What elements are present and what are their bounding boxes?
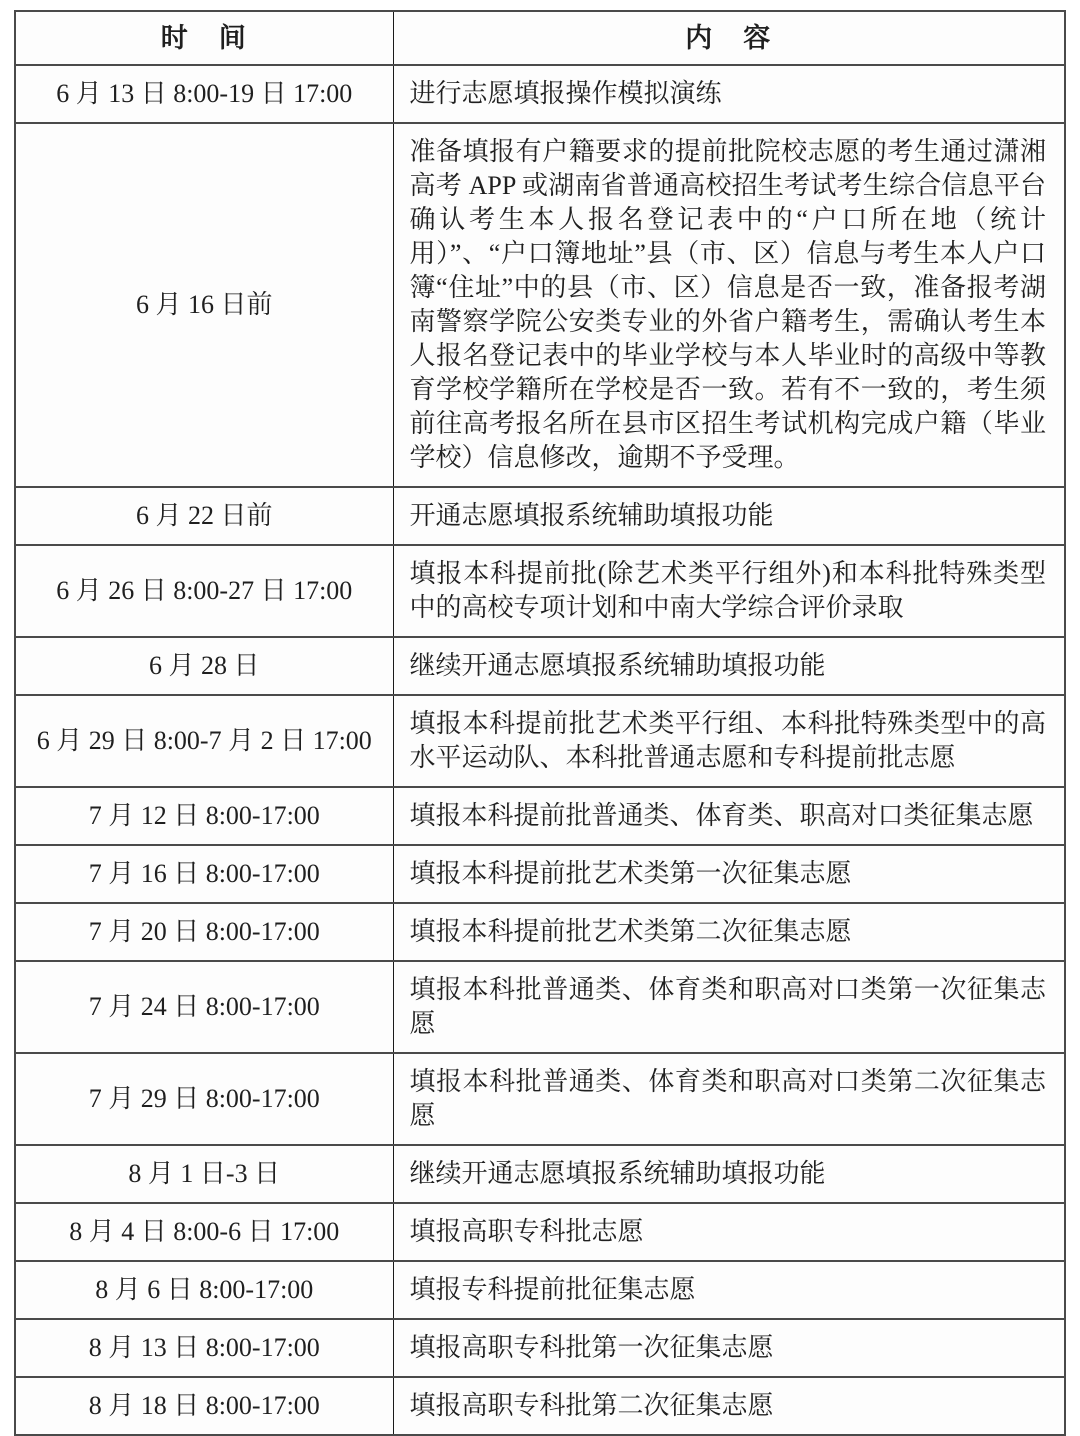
content-cell: 填报本科提前批艺术类第一次征集志愿 [393, 845, 1065, 903]
content-cell: 开通志愿填报系统辅助填报功能 [393, 487, 1065, 545]
table-row [15, 961, 1065, 1053]
schedule-table [14, 10, 1066, 1436]
time-cell: 6 月 22 日前 [15, 487, 393, 545]
content-cell: 进行志愿填报操作模拟演练 [393, 65, 1065, 123]
time-cell: 7 月 16 日 8:00-17:00 [15, 845, 393, 903]
content-cell: 填报专科提前批征集志愿 [393, 1261, 1065, 1319]
time-cell: 8 月 13 日 8:00-17:00 [15, 1319, 393, 1377]
table-row [15, 545, 1065, 637]
content-cell: 填报高职专科批第二次征集志愿 [393, 1377, 1065, 1435]
time-cell: 7 月 29 日 8:00-17:00 [15, 1053, 393, 1145]
content-cell: 填报本科提前批艺术类第二次征集志愿 [393, 903, 1065, 961]
table-row [15, 1203, 1065, 1261]
table-row [15, 845, 1065, 903]
content-cell: 填报本科批普通类、体育类和职高对口类第一次征集志愿 [393, 961, 1065, 1053]
time-cell: 7 月 12 日 8:00-17:00 [15, 787, 393, 845]
content-cell: 填报本科提前批艺术类平行组、本科批特殊类型中的高水平运动队、本科批普通志愿和专科提前批志愿 [393, 695, 1065, 787]
content-cell: 填报高职专科批第一次征集志愿 [393, 1319, 1065, 1377]
time-cell: 6 月 29 日 8:00-7 月 2 日 17:00 [15, 695, 393, 787]
time-cell: 6 月 13 日 8:00-19 日 17:00 [15, 65, 393, 123]
time-cell: 8 月 4 日 8:00-6 日 17:00 [15, 1203, 393, 1261]
column-header-time: 时 间 [15, 11, 393, 65]
content-cell: 继续开通志愿填报系统辅助填报功能 [393, 1145, 1065, 1203]
content-cell: 填报本科批普通类、体育类和职高对口类第二次征集志愿 [393, 1053, 1065, 1145]
content-cell: 填报本科提前批(除艺术类平行组外)和本科批特殊类型中的高校专项计划和中南大学综合评价录取 [393, 545, 1065, 637]
table-row [15, 65, 1065, 123]
table-row [15, 1319, 1065, 1377]
column-header-content: 内 容 [393, 11, 1065, 65]
table-row [15, 787, 1065, 845]
table-row [15, 487, 1065, 545]
content-cell: 继续开通志愿填报系统辅助填报功能 [393, 637, 1065, 695]
table-body [15, 65, 1065, 1435]
table-row [15, 1261, 1065, 1319]
table-row [15, 903, 1065, 961]
time-cell: 7 月 20 日 8:00-17:00 [15, 903, 393, 961]
time-cell: 8 月 6 日 8:00-17:00 [15, 1261, 393, 1319]
content-cell: 填报高职专科批志愿 [393, 1203, 1065, 1261]
content-cell: 填报本科提前批普通类、体育类、职高对口类征集志愿 [393, 787, 1065, 845]
table-row [15, 123, 1065, 487]
table-row [15, 1145, 1065, 1203]
content-cell: 准备填报有户籍要求的提前批院校志愿的考生通过潇湘高考 APP 或湖南省普通高校招生考试考生综合信息平台确认考生本人报名登记表中的“户口所在地（统计用）”、“户口簿地址”县（市、区）信息与考生本人户口簿“住址”中的县（市、区）信息是否一致，准备报考湖南警察学院公安类专业的外省户籍考生，需确认考生本人报名登记表中的毕业学校与本人毕业时的高级中等教育学校学籍所在学校是否一致。若有不一致的，考生须前往高考报名所在县市区招生考试机构完成户籍（毕业学校）信息修改，逾期不予受理。 [393, 123, 1065, 487]
time-cell: 8 月 18 日 8:00-17:00 [15, 1377, 393, 1435]
table-row [15, 637, 1065, 695]
table-row [15, 695, 1065, 787]
time-cell: 8 月 1 日-3 日 [15, 1145, 393, 1203]
table-row [15, 1053, 1065, 1145]
table-header-row [15, 11, 1065, 65]
time-cell: 6 月 16 日前 [15, 123, 393, 487]
time-cell: 6 月 26 日 8:00-27 日 17:00 [15, 545, 393, 637]
time-cell: 6 月 28 日 [15, 637, 393, 695]
time-cell: 7 月 24 日 8:00-17:00 [15, 961, 393, 1053]
table-row [15, 1377, 1065, 1435]
